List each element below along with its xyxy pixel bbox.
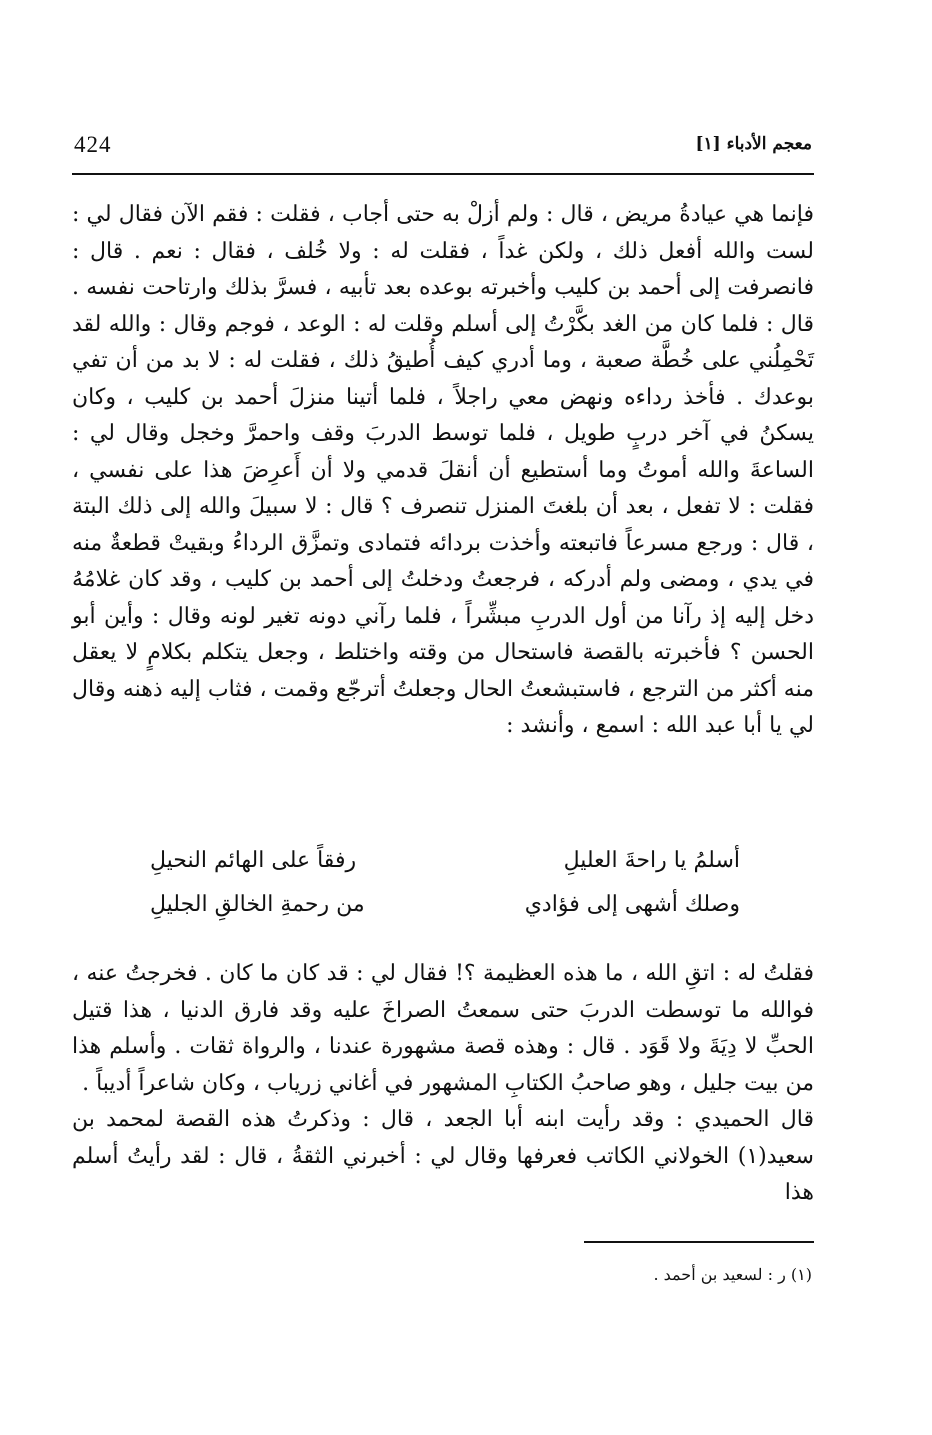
page-number: 424: [74, 132, 112, 157]
footnote: (١) ر : لسعيد بن أحمد .: [653, 1265, 812, 1284]
continued-text-block: [72, 956, 814, 1212]
main-text-block: [72, 197, 814, 745]
footnote-rule: [584, 1241, 814, 1243]
verse-2-second-hemistich: من رحمةِ الخالقِ الجليلِ: [150, 892, 365, 917]
verse-line-2: [150, 892, 740, 936]
poem-verse: [150, 848, 740, 936]
verse-2-first-hemistich: وصلك أشهى إلى فؤادي: [524, 892, 740, 917]
verse-line-1: [150, 848, 740, 892]
verse-1-first-hemistich: أسلمُ يا راحةَ العليلِ: [563, 848, 740, 873]
page-header: [74, 128, 812, 162]
paragraph-3: قال الحميدي : وقد رأيت ابنه أبا الجعد ، قال : وذكرتُ هذه القصة لمحمد بن سعيد(١) الخولاني الكاتب فعرفها وقال لي : أخبرني الثقةُ ، قال : لقد رأيتُ أسلم هذا: [72, 1107, 814, 1205]
verse-1-second-hemistich: رفقاً على الهائم النحيلِ: [150, 848, 357, 873]
header-rule: [72, 173, 814, 175]
paragraph-2: فقلتُ له : اتقِ الله ، ما هذه العظيمة ؟! فقال لي : قد كان ما كان . فخرجتُ عنه ، فوالله ما توسطت الدربَ حتى سمعتُ الصراخَ عليه وقد فارق الدنيا ، هذا قتيل الحبِّ لا دِيَةَ ولا قَوَد . قال : وهذه قصة مشهورة عندنا ، والرواة ثقات . وأسلم هذا من بيت جليل ، وهو صاحبُ الكتابِ المشهور في أغاني زرياب ، وكان شاعراً أديباً .: [72, 961, 814, 1096]
paragraph-1: فإنما هي عيادةُ مريض ، قال : ولم أزلْ به حتى أجاب ، فقلت : فقم الآن فقال لي : لست والله أفعل ذلك ، ولكن غداً ، فقلت له : ولا خُلف ، فقال : نعم . قال : فانصرفت إلى أحمد بن كليب وأخبرته بوعده بعد تأبيه ، فسرَّ بذلك وارتاحت نفسه . قال : فلما كان من الغد بكَّرْتُ إلى أسلم وقلت له : الوعد ، فوجم وقال : والله لقد تَحْمِلُني على خُطَّة صعبة ، وما أدري كيف أُطيقُ ذلك ، فقلت له : لا بد من أن تفي بوعدك . فأخذ رداءه ونهض معي راجلاً ، فلما أتينا منزلَ أحمد بن كليب ، وكان يسكنُ في آخر دربٍ طويل ، فلما توسط الدربَ وقف واحمرَّ وخجل وقال لي : الساعةَ والله أموتُ وما أستطيع أن أنقلَ قدمي ولا أن أَعرِضَ هذا على نفسي ، فقلت : لا تفعل ، بعد أن بلغتَ المنزل تنصرف ؟ قال : لا سبيلَ والله إلى ذلك البتة ، قال : ورجع مسرعاً فاتبعته وأخذت بردائه فتمادى وتمزَّق الرداءُ وبقيتْ قطعةٌ منه في يدي ، ومضى ولم أدركه ، فرجعتُ ودخلتُ إلى أحمد بن كليب ، وقد كان غلامُهُ دخل إليه إذ رآنا من أول الدربِ مبشِّراً ، فلما رآني دونه تغير لونه وقال : وأين أبو الحسن ؟ فأخبرته بالقصة فاستحال من وقته واختلط ، وجعل يتكلم بكلامٍ لا يعقل منه أكثر من الترجع ، فاستبشعتُ الحال وجعلتُ أترجّع وقمت ، فثاب إليه ذهنه وقال لي يا أبا عبد الله : اسمع ، وأنشد :: [72, 202, 814, 738]
running-title: معجم الأدباء [١]: [695, 134, 812, 154]
